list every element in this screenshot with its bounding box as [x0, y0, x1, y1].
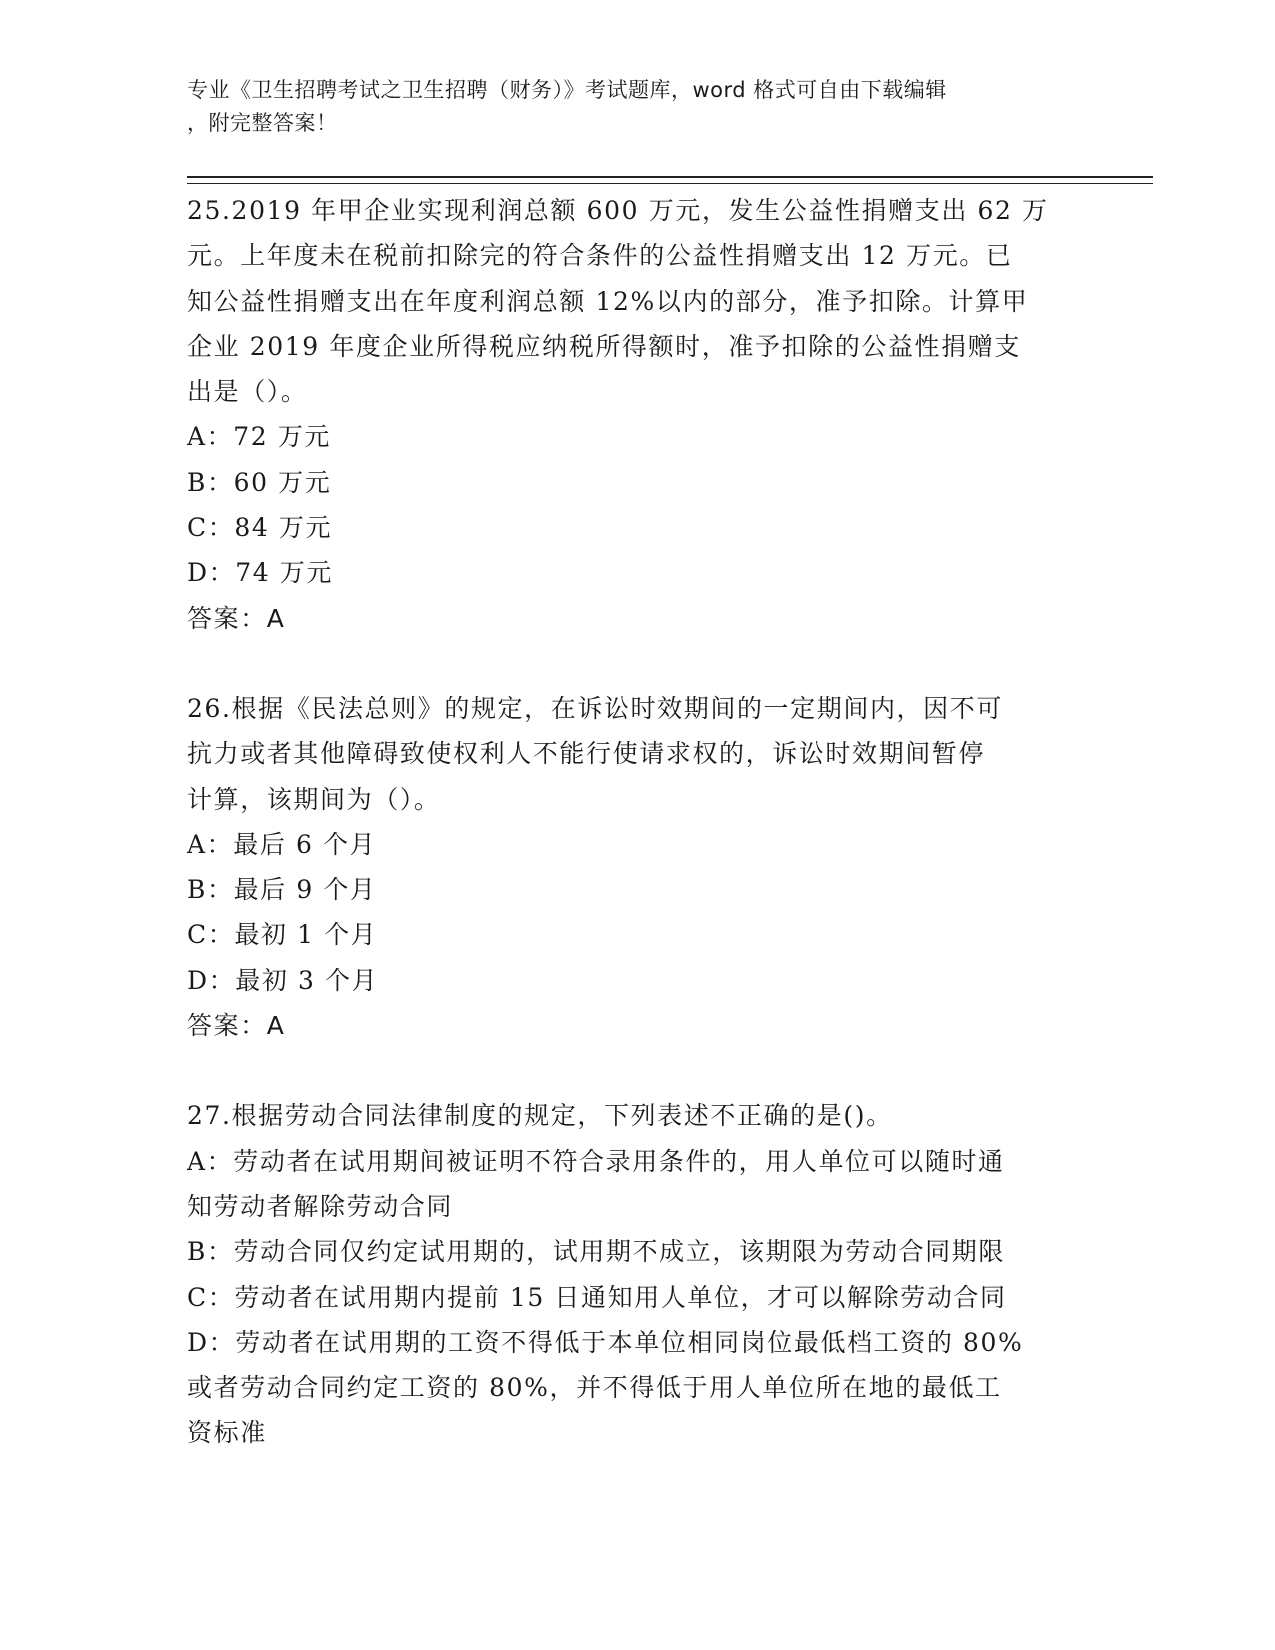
option-c: C：劳动者在试用期内提前 15 日通知用人单位，才可以解除劳动合同 [187, 1282, 1007, 1312]
question-stem-line: 抗力或者其他障碍致使权利人不能行使请求权的，诉讼时效期间暂停 [187, 739, 986, 769]
question-stem-line: 26.根据《民法总则》的规定，在诉讼时效期间的一定期间内，因不可 [187, 693, 1003, 723]
document-header [187, 74, 1067, 140]
question-stem-line: 知公益性捐赠支出在年度利润总额 12%以内的部分，准予扣除。计算甲 [187, 286, 1029, 316]
option-a: A：72 万元 [187, 422, 332, 452]
option-d-continued: 或者劳动合同约定工资的 80%，并不得低于用人单位所在地的最低工 [187, 1373, 1002, 1403]
header-line-2: ，附完整答案！ [187, 111, 338, 135]
option-b: B：60 万元 [187, 467, 332, 497]
option-d: D：74 万元 [187, 558, 334, 588]
option-d-continued: 资标准 [187, 1418, 267, 1448]
option-d: D：劳动者在试用期的工资不得低于本单位相同岗位最低档工资的 80% [187, 1327, 1024, 1357]
question-25 [187, 188, 1087, 641]
option-c: C：最初 1 个月 [187, 920, 378, 950]
question-spacer [187, 641, 1087, 686]
option-d: D：最初 3 个月 [187, 965, 379, 995]
option-a-continued: 知劳动者解除劳动合同 [187, 1191, 454, 1221]
question-stem-line: 计算，该期间为（）。 [187, 784, 441, 814]
option-c: C：84 万元 [187, 513, 333, 543]
option-a: A：最后 6 个月 [187, 829, 377, 859]
answer-line: 答案：A [187, 603, 286, 633]
question-stem-line: 25.2019 年甲企业实现利润总额 600 万元，发生公益性捐赠支出 62 万 [187, 196, 1049, 225]
header-divider-thin [187, 183, 1153, 184]
question-spacer [187, 1048, 1087, 1093]
option-b: B：最后 9 个月 [187, 875, 377, 905]
question-stem-line: 元。上年度未在税前扣除完的符合条件的公益性捐赠支出 12 万元。已 [187, 241, 1013, 271]
question-27 [187, 1093, 1087, 1455]
header-line-1: 专业《卫生招聘考试之卫生招聘（财务）》考试题库，word 格式可自由下载编辑 [187, 78, 947, 102]
option-b: B：劳动合同仅约定试用期的，试用期不成立，该期限为劳动合同期限 [187, 1237, 1005, 1267]
question-stem-line: 出是（）。 [187, 377, 308, 407]
option-a: A：劳动者在试用期间被证明不符合录用条件的，用人单位可以随时通 [187, 1146, 1005, 1176]
question-list [187, 188, 1087, 1456]
question-26 [187, 686, 1087, 1048]
header-divider-thick [187, 176, 1153, 178]
question-stem-line: 企业 2019 年度企业所得税应纳税所得额时，准予扣除的公益性捐赠支 [187, 331, 1021, 361]
answer-line: 答案：A [187, 1011, 286, 1041]
question-stem-line: 27.根据劳动合同法律制度的规定，下列表述不正确的是()。 [187, 1101, 893, 1131]
